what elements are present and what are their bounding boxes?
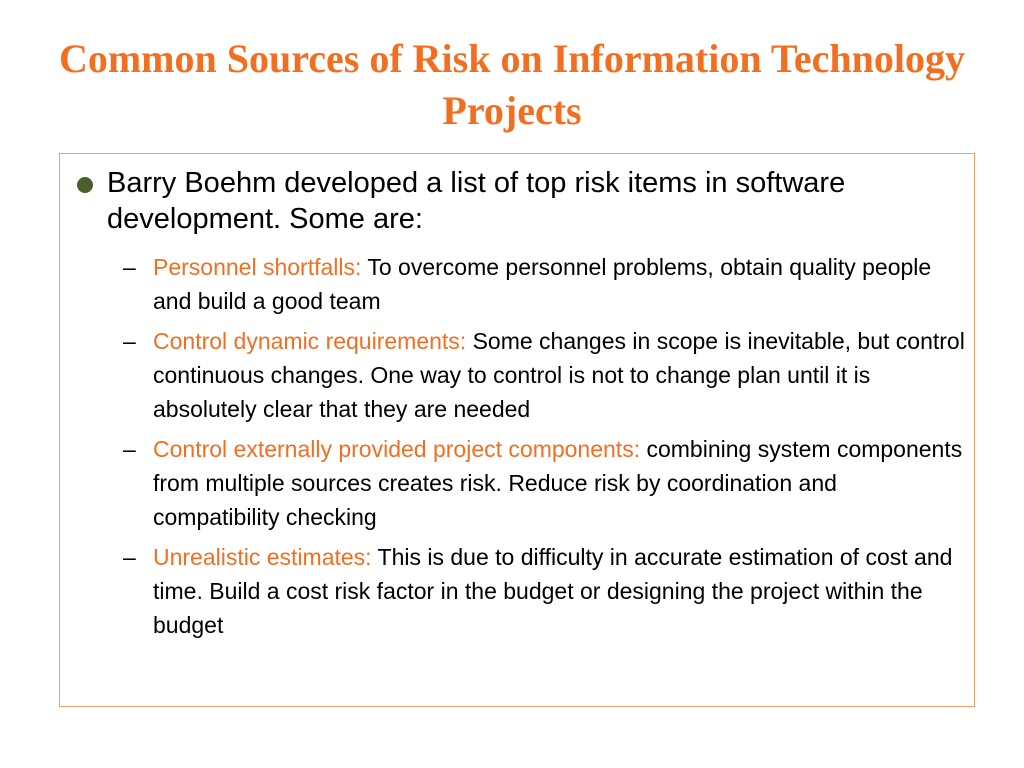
item-label: Unrealistic estimates: [153,544,378,570]
slide-title: Common Sources of Risk on Information Technology Projects [58,36,966,133]
dash-bullet-icon: – [123,544,136,570]
sub-bullet-list [60,250,976,648]
item-label: Control externally provided project components: [153,436,647,462]
list-item [60,324,976,426]
list-item [60,540,976,642]
item-text: Some changes in scope is inevitable, but control continuous changes. One way to control is not to change plan until it is absolutely clear that they are needed [153,328,965,422]
list-item [60,250,976,318]
item-text: combining system components from multiple sources creates risk. Reduce risk by coordination and compatibility checking [153,436,963,530]
dash-bullet-icon: – [123,436,136,462]
bullet-dot-icon [77,177,93,193]
content-box [59,153,975,707]
main-bullet-text: Barry Boehm developed a list of top risk items in software development. Some are: [107,167,846,235]
item-label: Control dynamic requirements: [153,328,473,354]
item-label: Personnel shortfalls: [153,254,368,280]
item-text: To overcome personnel problems, obtain quality people and build a good team [153,254,932,314]
dash-bullet-icon: – [123,254,136,280]
dash-bullet-icon: – [123,328,136,354]
item-text: This is due to difficulty in accurate estimation of cost and time. Build a cost risk factor in the budget or designing the project within the budget [153,544,953,638]
list-item [60,432,976,534]
